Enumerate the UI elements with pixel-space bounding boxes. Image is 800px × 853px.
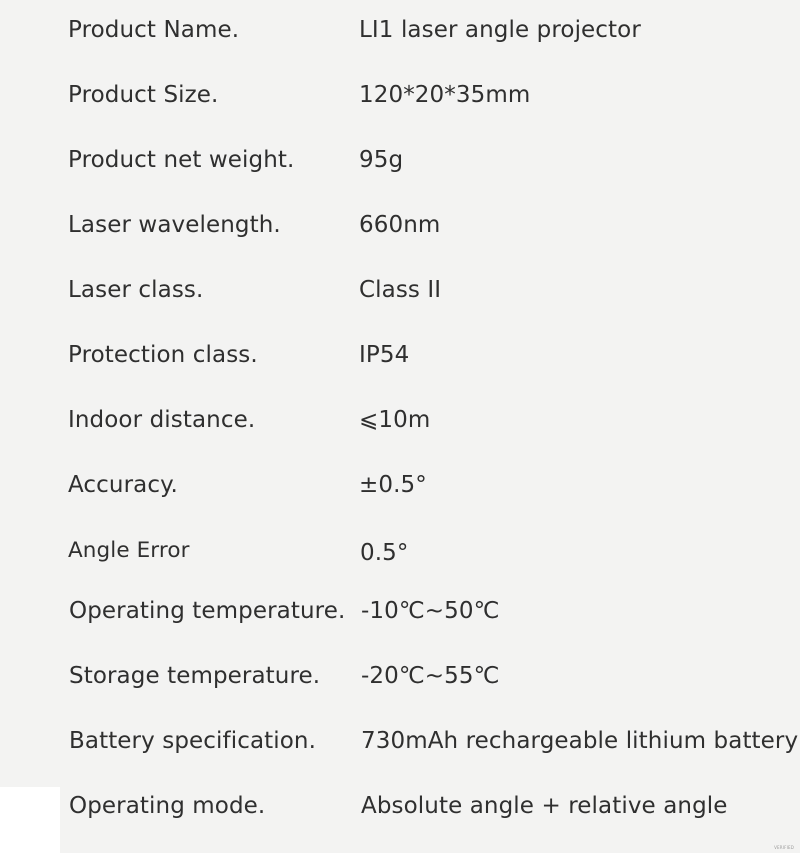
spec-value: 120*20*35mm [359, 82, 531, 108]
spec-value: 95g [359, 147, 404, 173]
spec-value: Class II [359, 277, 442, 303]
spec-label: Product Name. [68, 17, 240, 43]
spec-label: Laser wavelength. [68, 212, 281, 238]
spec-row-protection-class [0, 335, 800, 375]
spec-value: ±0.5° [359, 472, 427, 498]
spec-row-operating-mode [0, 786, 800, 826]
spec-value: 660nm [359, 212, 441, 238]
spec-label: Operating temperature. [69, 598, 346, 624]
spec-row-accuracy [0, 465, 800, 505]
spec-value: -20℃~55℃ [361, 663, 500, 689]
spec-value: 730mAh rechargeable lithium battery [361, 728, 799, 754]
spec-label: Product net weight. [68, 147, 295, 173]
spec-row-battery-specification [0, 721, 800, 761]
spec-label: Storage temperature. [69, 663, 321, 689]
spec-row-net-weight [0, 140, 800, 180]
spec-label: Indoor distance. [68, 407, 256, 433]
spec-label: Angle Error [68, 538, 190, 563]
spec-value: Absolute angle + relative angle [361, 793, 728, 819]
spec-row-storage-temperature [0, 656, 800, 696]
spec-label: Protection class. [68, 342, 258, 368]
spec-row-angle-error [0, 531, 800, 571]
spec-value: 0.5° [360, 540, 409, 566]
spec-label: Accuracy. [68, 472, 178, 498]
spec-label: Battery specification. [69, 728, 317, 754]
spec-value: LI1 laser angle projector [359, 17, 641, 43]
spec-row-operating-temperature [0, 591, 800, 631]
spec-row-laser-wavelength [0, 205, 800, 245]
spec-row-indoor-distance [0, 400, 800, 440]
spec-label: Operating mode. [69, 793, 266, 819]
spec-row-laser-class [0, 270, 800, 310]
spec-value: ⩽10m [359, 407, 431, 433]
spec-row-product-name [0, 10, 800, 50]
spec-label: Laser class. [68, 277, 204, 303]
spec-label: Product Size. [68, 82, 219, 108]
spec-value: -10℃~50℃ [361, 598, 500, 624]
spec-value: IP54 [359, 342, 410, 368]
watermark: VERIFIED [774, 845, 794, 850]
spec-row-product-size [0, 75, 800, 115]
